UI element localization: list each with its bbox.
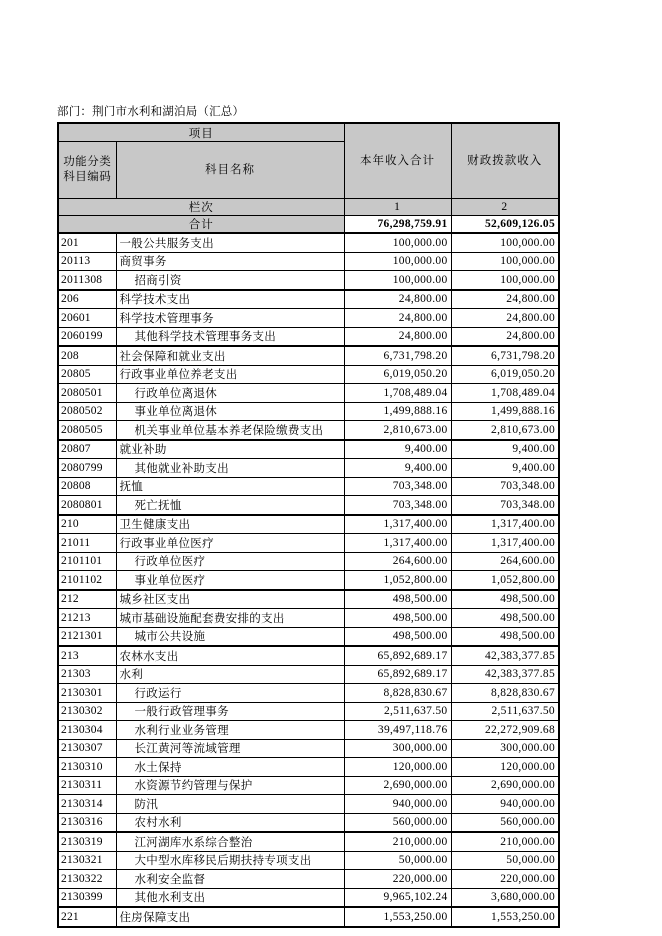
- cell-fiscal-appropriation: 22,272,909.68: [451, 721, 559, 740]
- cell-subject-name: 水利安全监督: [116, 870, 344, 889]
- cell-fiscal-appropriation: 498,500.00: [451, 609, 559, 628]
- cell-total-income: 1,499,888.16: [344, 402, 451, 421]
- total-col3: 76,298,759.91: [344, 216, 451, 234]
- cell-fiscal-appropriation: 2,690,000.00: [451, 776, 559, 795]
- table-row: [58, 402, 559, 421]
- cell-subject-name: 大中型水库移民后期扶持专项支出: [116, 851, 344, 870]
- table-row: [58, 233, 559, 252]
- lanci-label: 栏次: [58, 199, 344, 216]
- cell-function-code: 208: [58, 346, 116, 365]
- cell-function-code: 2130301: [58, 684, 116, 703]
- cell-function-code: 206: [58, 290, 116, 309]
- cell-function-code: 2130307: [58, 739, 116, 758]
- cell-subject-name: 行政事业单位医疗: [116, 534, 344, 553]
- cell-fiscal-appropriation: 1,317,400.00: [451, 534, 559, 553]
- cell-fiscal-appropriation: 2,511,637.50: [451, 702, 559, 721]
- cell-fiscal-appropriation: 1,317,400.00: [451, 515, 559, 534]
- cell-total-income: 703,348.00: [344, 477, 451, 496]
- cell-subject-name: 卫生健康支出: [116, 515, 344, 534]
- table-row: [58, 721, 559, 740]
- cell-subject-name: 农林水支出: [116, 646, 344, 665]
- cell-total-income: 560,000.00: [344, 813, 451, 832]
- cell-total-income: 2,810,673.00: [344, 421, 451, 440]
- cell-fiscal-appropriation: 42,383,377.85: [451, 646, 559, 665]
- cell-subject-name: 江河湖库水系综合整治: [116, 832, 344, 851]
- total-col4: 52,609,126.05: [451, 216, 559, 234]
- cell-subject-name: 行政事业单位养老支出: [116, 365, 344, 384]
- cell-subject-name: 其他科学技术管理事务支出: [116, 327, 344, 346]
- cell-fiscal-appropriation: 100,000.00: [451, 233, 559, 252]
- total-row: [58, 216, 559, 234]
- cell-total-income: 9,400.00: [344, 440, 451, 459]
- cell-total-income: 8,828,830.67: [344, 684, 451, 703]
- cell-fiscal-appropriation: 8,828,830.67: [451, 684, 559, 703]
- header-col-function-code: [58, 142, 116, 199]
- cell-total-income: 940,000.00: [344, 795, 451, 814]
- table-row: [58, 290, 559, 309]
- table-row: [58, 851, 559, 870]
- cell-fiscal-appropriation: 220,000.00: [451, 870, 559, 889]
- header-group-item: 项目: [58, 123, 344, 142]
- cell-function-code: 212: [58, 590, 116, 609]
- cell-total-income: 9,400.00: [344, 459, 451, 478]
- table-row: [58, 684, 559, 703]
- cell-function-code: 2101101: [58, 552, 116, 571]
- cell-function-code: 21011: [58, 534, 116, 553]
- cell-fiscal-appropriation: 1,499,888.16: [451, 402, 559, 421]
- cell-total-income: 65,892,689.17: [344, 646, 451, 665]
- cell-subject-name: 事业单位医疗: [116, 571, 344, 590]
- cell-subject-name: 防汛: [116, 795, 344, 814]
- cell-subject-name: 其他就业补助支出: [116, 459, 344, 478]
- cell-subject-name: 事业单位离退休: [116, 402, 344, 421]
- row-column-numbers: [58, 199, 559, 216]
- table-row: [58, 776, 559, 795]
- cell-total-income: 100,000.00: [344, 271, 451, 290]
- cell-total-income: 703,348.00: [344, 496, 451, 515]
- cell-subject-name: 长江黄河等流域管理: [116, 739, 344, 758]
- cell-total-income: 264,600.00: [344, 552, 451, 571]
- cell-total-income: 2,690,000.00: [344, 776, 451, 795]
- cell-fiscal-appropriation: 50,000.00: [451, 851, 559, 870]
- cell-total-income: 50,000.00: [344, 851, 451, 870]
- table-row: [58, 552, 559, 571]
- table-row: [58, 515, 559, 534]
- cell-function-code: 2130316: [58, 813, 116, 832]
- cell-function-code: 20113: [58, 252, 116, 271]
- department-line: 部门：荆门市水利和湖泊局（汇总）: [57, 106, 245, 118]
- cell-function-code: 2080505: [58, 421, 116, 440]
- cell-subject-name: 商贸事务: [116, 252, 344, 271]
- table-row: [58, 365, 559, 384]
- cell-function-code: 2121301: [58, 627, 116, 646]
- cell-total-income: 220,000.00: [344, 870, 451, 889]
- header-col-fiscal-appropriation: 财政拨款收入: [451, 123, 559, 199]
- cell-subject-name: 一般公共服务支出: [116, 233, 344, 252]
- cell-total-income: 300,000.00: [344, 739, 451, 758]
- cell-total-income: 39,497,118.76: [344, 721, 451, 740]
- cell-fiscal-appropriation: 1,708,489.04: [451, 384, 559, 403]
- cell-function-code: 2130314: [58, 795, 116, 814]
- cell-fiscal-appropriation: 120,000.00: [451, 758, 559, 777]
- cell-function-code: 2080502: [58, 402, 116, 421]
- table-row: [58, 646, 559, 665]
- cell-fiscal-appropriation: 3,680,000.00: [451, 888, 559, 907]
- cell-function-code: 2130321: [58, 851, 116, 870]
- cell-total-income: 100,000.00: [344, 233, 451, 252]
- table-row: [58, 534, 559, 553]
- cell-total-income: 24,800.00: [344, 290, 451, 309]
- cell-subject-name: 城市基础设施配套费安排的支出: [116, 609, 344, 628]
- budget-table: [57, 122, 560, 928]
- cell-function-code: 20601: [58, 309, 116, 328]
- cell-function-code: 2130304: [58, 721, 116, 740]
- table-row: [58, 327, 559, 346]
- table-row: [58, 496, 559, 515]
- cell-subject-name: 社会保障和就业支出: [116, 346, 344, 365]
- cell-fiscal-appropriation: 6,019,050.20: [451, 365, 559, 384]
- cell-function-code: 20808: [58, 477, 116, 496]
- cell-total-income: 2,511,637.50: [344, 702, 451, 721]
- cell-function-code: 21303: [58, 665, 116, 684]
- cell-total-income: 120,000.00: [344, 758, 451, 777]
- cell-function-code: 20807: [58, 440, 116, 459]
- cell-fiscal-appropriation: 498,500.00: [451, 627, 559, 646]
- cell-fiscal-appropriation: 1,553,250.00: [451, 907, 559, 927]
- header-code-line2: 科目编码: [63, 171, 112, 183]
- total-label: 合计: [58, 216, 344, 234]
- table-row: [58, 870, 559, 889]
- cell-fiscal-appropriation: 100,000.00: [451, 271, 559, 290]
- cell-total-income: 498,500.00: [344, 609, 451, 628]
- cell-function-code: 2130399: [58, 888, 116, 907]
- table-row: [58, 571, 559, 590]
- table-row: [58, 609, 559, 628]
- cell-fiscal-appropriation: 940,000.00: [451, 795, 559, 814]
- cell-total-income: 9,965,102.24: [344, 888, 451, 907]
- cell-subject-name: 行政运行: [116, 684, 344, 703]
- cell-function-code: 2080801: [58, 496, 116, 515]
- table-row: [58, 758, 559, 777]
- lanci-col3: 1: [344, 199, 451, 216]
- cell-subject-name: 机关事业单位基本养老保险缴费支出: [116, 421, 344, 440]
- cell-total-income: 1,553,250.00: [344, 907, 451, 927]
- cell-function-code: 2130319: [58, 832, 116, 851]
- cell-fiscal-appropriation: 42,383,377.85: [451, 665, 559, 684]
- cell-subject-name: 科学技术管理事务: [116, 309, 344, 328]
- cell-function-code: 2130302: [58, 702, 116, 721]
- cell-subject-name: 农村水利: [116, 813, 344, 832]
- cell-subject-name: 一般行政管理事务: [116, 702, 344, 721]
- cell-subject-name: 死亡抚恤: [116, 496, 344, 515]
- cell-subject-name: 水土保持: [116, 758, 344, 777]
- cell-function-code: 2060199: [58, 327, 116, 346]
- table-row: [58, 813, 559, 832]
- cell-fiscal-appropriation: 6,731,798.20: [451, 346, 559, 365]
- cell-subject-name: 行政单位医疗: [116, 552, 344, 571]
- table-row: [58, 346, 559, 365]
- cell-total-income: 1,317,400.00: [344, 515, 451, 534]
- cell-total-income: 6,731,798.20: [344, 346, 451, 365]
- table-row: [58, 739, 559, 758]
- table-row: [58, 309, 559, 328]
- cell-fiscal-appropriation: 703,348.00: [451, 477, 559, 496]
- cell-subject-name: 就业补助: [116, 440, 344, 459]
- cell-fiscal-appropriation: 24,800.00: [451, 290, 559, 309]
- cell-total-income: 100,000.00: [344, 252, 451, 271]
- table-row: [58, 421, 559, 440]
- cell-function-code: 2080799: [58, 459, 116, 478]
- table-row: [58, 590, 559, 609]
- cell-subject-name: 水资源节约管理与保护: [116, 776, 344, 795]
- cell-fiscal-appropriation: 2,810,673.00: [451, 421, 559, 440]
- cell-function-code: 20805: [58, 365, 116, 384]
- cell-subject-name: 抚恤: [116, 477, 344, 496]
- cell-subject-name: 城乡社区支出: [116, 590, 344, 609]
- cell-total-income: 498,500.00: [344, 627, 451, 646]
- cell-function-code: 2101102: [58, 571, 116, 590]
- cell-function-code: 2011308: [58, 271, 116, 290]
- cell-fiscal-appropriation: 9,400.00: [451, 459, 559, 478]
- cell-fiscal-appropriation: 703,348.00: [451, 496, 559, 515]
- cell-function-code: 2080501: [58, 384, 116, 403]
- cell-total-income: 1,708,489.04: [344, 384, 451, 403]
- cell-function-code: 201: [58, 233, 116, 252]
- header-col-total-income: 本年收入合计: [344, 123, 451, 199]
- table-row: [58, 384, 559, 403]
- table-row: [58, 627, 559, 646]
- cell-subject-name: 招商引资: [116, 271, 344, 290]
- header-code-line1: 功能分类: [63, 156, 112, 168]
- cell-subject-name: 行政单位离退休: [116, 384, 344, 403]
- cell-fiscal-appropriation: 9,400.00: [451, 440, 559, 459]
- cell-total-income: 24,800.00: [344, 309, 451, 328]
- table-header: [58, 123, 559, 216]
- cell-subject-name: 城市公共设施: [116, 627, 344, 646]
- table-row: [58, 252, 559, 271]
- cell-function-code: 221: [58, 907, 116, 927]
- cell-fiscal-appropriation: 1,052,800.00: [451, 571, 559, 590]
- cell-total-income: 24,800.00: [344, 327, 451, 346]
- table-row: [58, 459, 559, 478]
- table-row: [58, 795, 559, 814]
- cell-function-code: 2130310: [58, 758, 116, 777]
- cell-fiscal-appropriation: 300,000.00: [451, 739, 559, 758]
- table-body: [58, 216, 559, 927]
- cell-subject-name: 科学技术支出: [116, 290, 344, 309]
- cell-fiscal-appropriation: 24,800.00: [451, 327, 559, 346]
- cell-function-code: 21213: [58, 609, 116, 628]
- cell-total-income: 498,500.00: [344, 590, 451, 609]
- cell-function-code: 210: [58, 515, 116, 534]
- table-row: [58, 477, 559, 496]
- cell-fiscal-appropriation: 560,000.00: [451, 813, 559, 832]
- header-row-group: [58, 123, 559, 142]
- table-row: [58, 440, 559, 459]
- cell-function-code: 2130322: [58, 870, 116, 889]
- cell-function-code: 2130311: [58, 776, 116, 795]
- cell-subject-name: 住房保障支出: [116, 907, 344, 927]
- table-row: [58, 271, 559, 290]
- cell-total-income: 6,019,050.20: [344, 365, 451, 384]
- lanci-col4: 2: [451, 199, 559, 216]
- cell-subject-name: 其他水利支出: [116, 888, 344, 907]
- cell-fiscal-appropriation: 24,800.00: [451, 309, 559, 328]
- cell-fiscal-appropriation: 264,600.00: [451, 552, 559, 571]
- header-col-subject-name: 科目名称: [116, 142, 344, 199]
- cell-total-income: 210,000.00: [344, 832, 451, 851]
- cell-total-income: 1,052,800.00: [344, 571, 451, 590]
- table-row: [58, 665, 559, 684]
- table-row: [58, 832, 559, 851]
- cell-subject-name: 水利: [116, 665, 344, 684]
- table-row: [58, 907, 559, 927]
- cell-function-code: 213: [58, 646, 116, 665]
- cell-total-income: 65,892,689.17: [344, 665, 451, 684]
- cell-subject-name: 水利行业业务管理: [116, 721, 344, 740]
- cell-fiscal-appropriation: 210,000.00: [451, 832, 559, 851]
- cell-total-income: 1,317,400.00: [344, 534, 451, 553]
- table-row: [58, 702, 559, 721]
- cell-fiscal-appropriation: 100,000.00: [451, 252, 559, 271]
- cell-fiscal-appropriation: 498,500.00: [451, 590, 559, 609]
- table-row: [58, 888, 559, 907]
